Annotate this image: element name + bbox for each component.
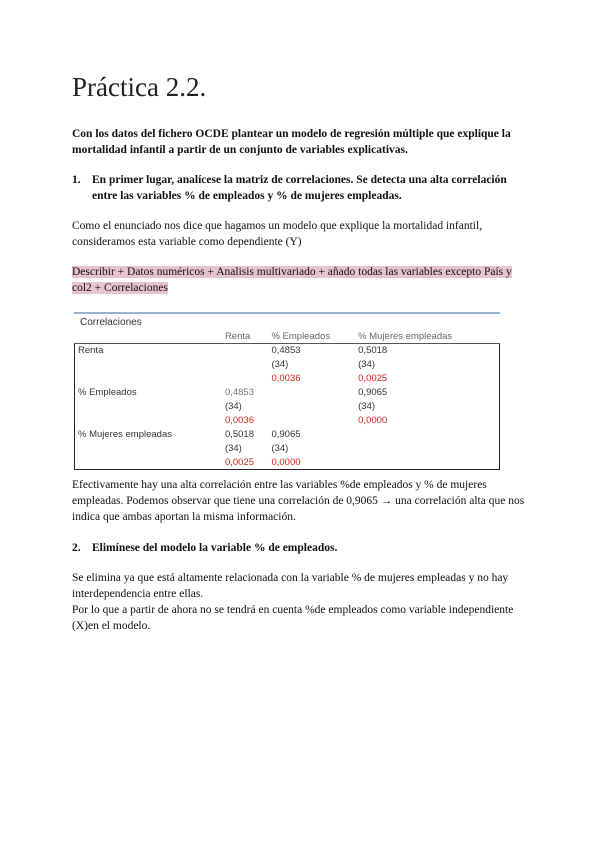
table-cell: (34) bbox=[355, 358, 500, 372]
table-row bbox=[75, 442, 500, 456]
answer-1-paragraph-1: Como el enunciado nos dice que hagamos un modelo que explique la mortalidad infantil, consideramos esta variable como dependiente (Y) bbox=[72, 220, 483, 248]
table-cell bbox=[221, 372, 268, 386]
correlation-table bbox=[74, 312, 500, 470]
answer-2-paragraph-1: Se elimina ya que está altamente relacionada con la variable % de mujeres empleadas y no hay interdependencia entre ellas. bbox=[72, 572, 509, 600]
table-cell bbox=[75, 414, 222, 428]
table-cell bbox=[268, 386, 355, 400]
table-header-cell bbox=[75, 330, 222, 344]
answer-2-paragraphs bbox=[72, 570, 530, 634]
table-cell bbox=[268, 400, 355, 414]
table-row bbox=[75, 344, 500, 358]
table-header-cell: % Mujeres empleadas bbox=[355, 330, 500, 344]
table-row bbox=[75, 456, 500, 470]
table-cell bbox=[221, 358, 268, 372]
table-cell: 0,4853 bbox=[221, 386, 268, 400]
table-cell bbox=[75, 358, 222, 372]
highlighted-steps bbox=[72, 264, 530, 296]
table-header-cell: % Empleados bbox=[268, 330, 355, 344]
table-row bbox=[75, 386, 500, 400]
table-header-cell: Renta bbox=[221, 330, 268, 344]
table-cell bbox=[221, 344, 268, 358]
table-cell bbox=[268, 414, 355, 428]
page-title: Práctica 2.2. bbox=[72, 72, 207, 102]
table-cell: (34) bbox=[221, 400, 268, 414]
question-1-number: 1. bbox=[72, 174, 81, 186]
table-cell: (34) bbox=[224, 443, 242, 454]
table-cell bbox=[75, 442, 222, 456]
question-1 bbox=[72, 172, 522, 204]
table-cell: 0,4853 bbox=[268, 344, 355, 358]
table-row bbox=[75, 428, 500, 442]
table-cell: % Empleados bbox=[75, 386, 222, 400]
table-row bbox=[75, 414, 500, 428]
table-cell: 0,5018 bbox=[221, 428, 268, 442]
table-cell: 0,9065 bbox=[355, 386, 500, 400]
table-row bbox=[75, 400, 500, 414]
table-cell bbox=[75, 372, 222, 386]
table-cell bbox=[75, 400, 222, 414]
table-cell bbox=[355, 456, 500, 470]
question-2-text: Elimínese del modelo la variable % de empleados. bbox=[92, 542, 338, 554]
table-cell: (34) bbox=[355, 400, 500, 414]
table-cell: % Mujeres empleadas bbox=[75, 428, 222, 442]
table-caption: Correlaciones bbox=[80, 317, 142, 328]
table-cell: 0,0036 bbox=[221, 414, 268, 428]
table-cell bbox=[75, 456, 222, 470]
table-cell: 0,5018 bbox=[355, 344, 500, 358]
table-cell bbox=[355, 428, 500, 442]
question-2-number: 2. bbox=[72, 542, 81, 554]
table-cell: 0,0025 bbox=[221, 456, 268, 470]
table-cell bbox=[355, 442, 500, 456]
table-cell: Renta bbox=[75, 344, 222, 358]
table-cell: 0,0025 bbox=[355, 372, 500, 386]
table-cell: 0,0000 bbox=[268, 456, 355, 470]
correlation-grid bbox=[74, 329, 500, 470]
table-cell: 0,0036 bbox=[268, 372, 355, 386]
table-cell: (34) bbox=[268, 358, 355, 372]
table-cell: (34) bbox=[268, 442, 355, 456]
table-row bbox=[75, 358, 500, 372]
table-header-row bbox=[75, 330, 500, 344]
question-2 bbox=[72, 540, 522, 556]
table-cell: 0,9065 bbox=[268, 428, 355, 442]
table-row bbox=[75, 372, 500, 386]
answer-2-paragraph-2: Por lo que a partir de ahora no se tendrá en cuenta %de empleados como variable independiente (X)en el modelo. bbox=[72, 604, 514, 632]
answer-1-paragraph-2: Efectivamente hay una alta correlación entre las variables %de empleados y % de mujeres empleadas. Podemos observar que tiene una correlación de 0,9065 → una correlación alta que nos indica que ambas aportan la misma información. bbox=[72, 479, 525, 523]
intro-paragraph: Con los datos del fichero OCDE plantear un modelo de regresión múltiple que explique la mortalidad infantil a partir de un conjunto de variables explicativas. bbox=[72, 128, 511, 156]
question-1-text: En primer lugar, analícese la matriz de correlaciones. Se detecta una alta correlación entre las variables % de empleados y % de mujeres empleadas. bbox=[92, 174, 507, 202]
highlighted-steps-text: Describir + Datos numéricos + Analisis multivariado + añado todas las variables excepto País y col2 + Correlaciones bbox=[72, 266, 512, 294]
table-cell: 0,0000 bbox=[355, 414, 500, 428]
